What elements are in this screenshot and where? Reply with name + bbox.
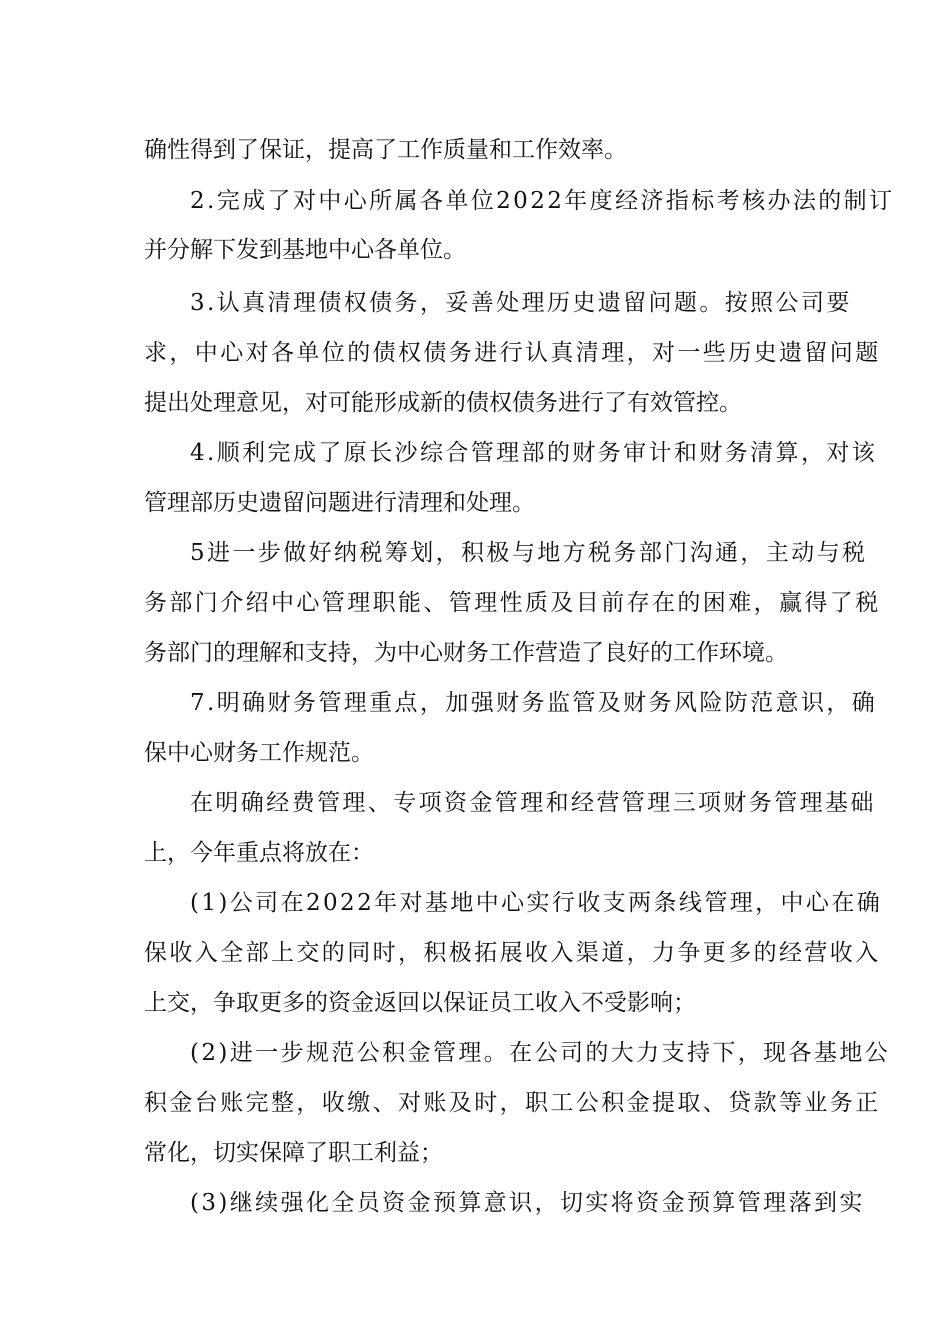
text-line: 上交，争取更多的资金返回以保证员工收入不受影响； xyxy=(144,990,696,1016)
text-line: 务部门的理解和支持，为中心财务工作营造了良好的工作环境。 xyxy=(144,640,788,666)
text-line: 并分解下发到基地中心各单位。 xyxy=(144,237,466,263)
text-line: 求，中心对各单位的债权债务进行认真清理，对一些历史遗留问题 xyxy=(144,340,881,366)
text-line: 积金台账完整，收缴、对账及时，职工公积金提取、贷款等业务正 xyxy=(144,1090,881,1116)
text-line: (3)继续强化全员资金预算意识，切实将资金预算管理落到实 xyxy=(190,1190,865,1216)
text-line: 在明确经费管理、专项资金管理和经营管理三项财务管理基础 xyxy=(190,790,876,816)
text-line: 保收入全部上交的同时，积极拓展收入渠道，力争更多的经营收入 xyxy=(144,940,881,966)
text-line: 7.明确财务管理重点，加强财务监管及财务风险防范意识，确 xyxy=(190,690,878,716)
text-line: 2.完成了对中心所属各单位2022年度经济指标考核办法的制订 xyxy=(190,188,895,214)
text-line: 4.顺利完成了原长沙综合管理部的财务审计和财务清算，对该 xyxy=(190,440,878,466)
text-line: (1)公司在2022年对基地中心实行收支两条线管理，中心在确 xyxy=(190,890,883,916)
text-line: 5进一步做好纳税筹划，积极与地方税务部门沟通，主动与税 xyxy=(190,540,868,566)
text-line: (2)进一步规范公积金管理。在公司的大力支持下，现各基地公 xyxy=(190,1040,891,1066)
text-line: 管理部历史遗留问题进行清理和处理。 xyxy=(144,490,535,516)
text-line: 3.认真清理债权债务，妥善处理历史遗留问题。按照公司要 xyxy=(190,290,852,316)
text-line: 务部门介绍中心管理职能、管理性质及目前存在的困难，赢得了税 xyxy=(144,590,881,616)
text-line: 确性得到了保证，提高了工作质量和工作效率。 xyxy=(144,137,627,163)
text-line: 常化，切实保障了职工利益； xyxy=(144,1140,443,1166)
text-line: 提出处理意见，对可能形成新的债权债务进行了有效管控。 xyxy=(144,390,742,416)
text-line: 上，今年重点将放在： xyxy=(144,840,374,866)
text-line: 保中心财务工作规范。 xyxy=(144,740,374,766)
